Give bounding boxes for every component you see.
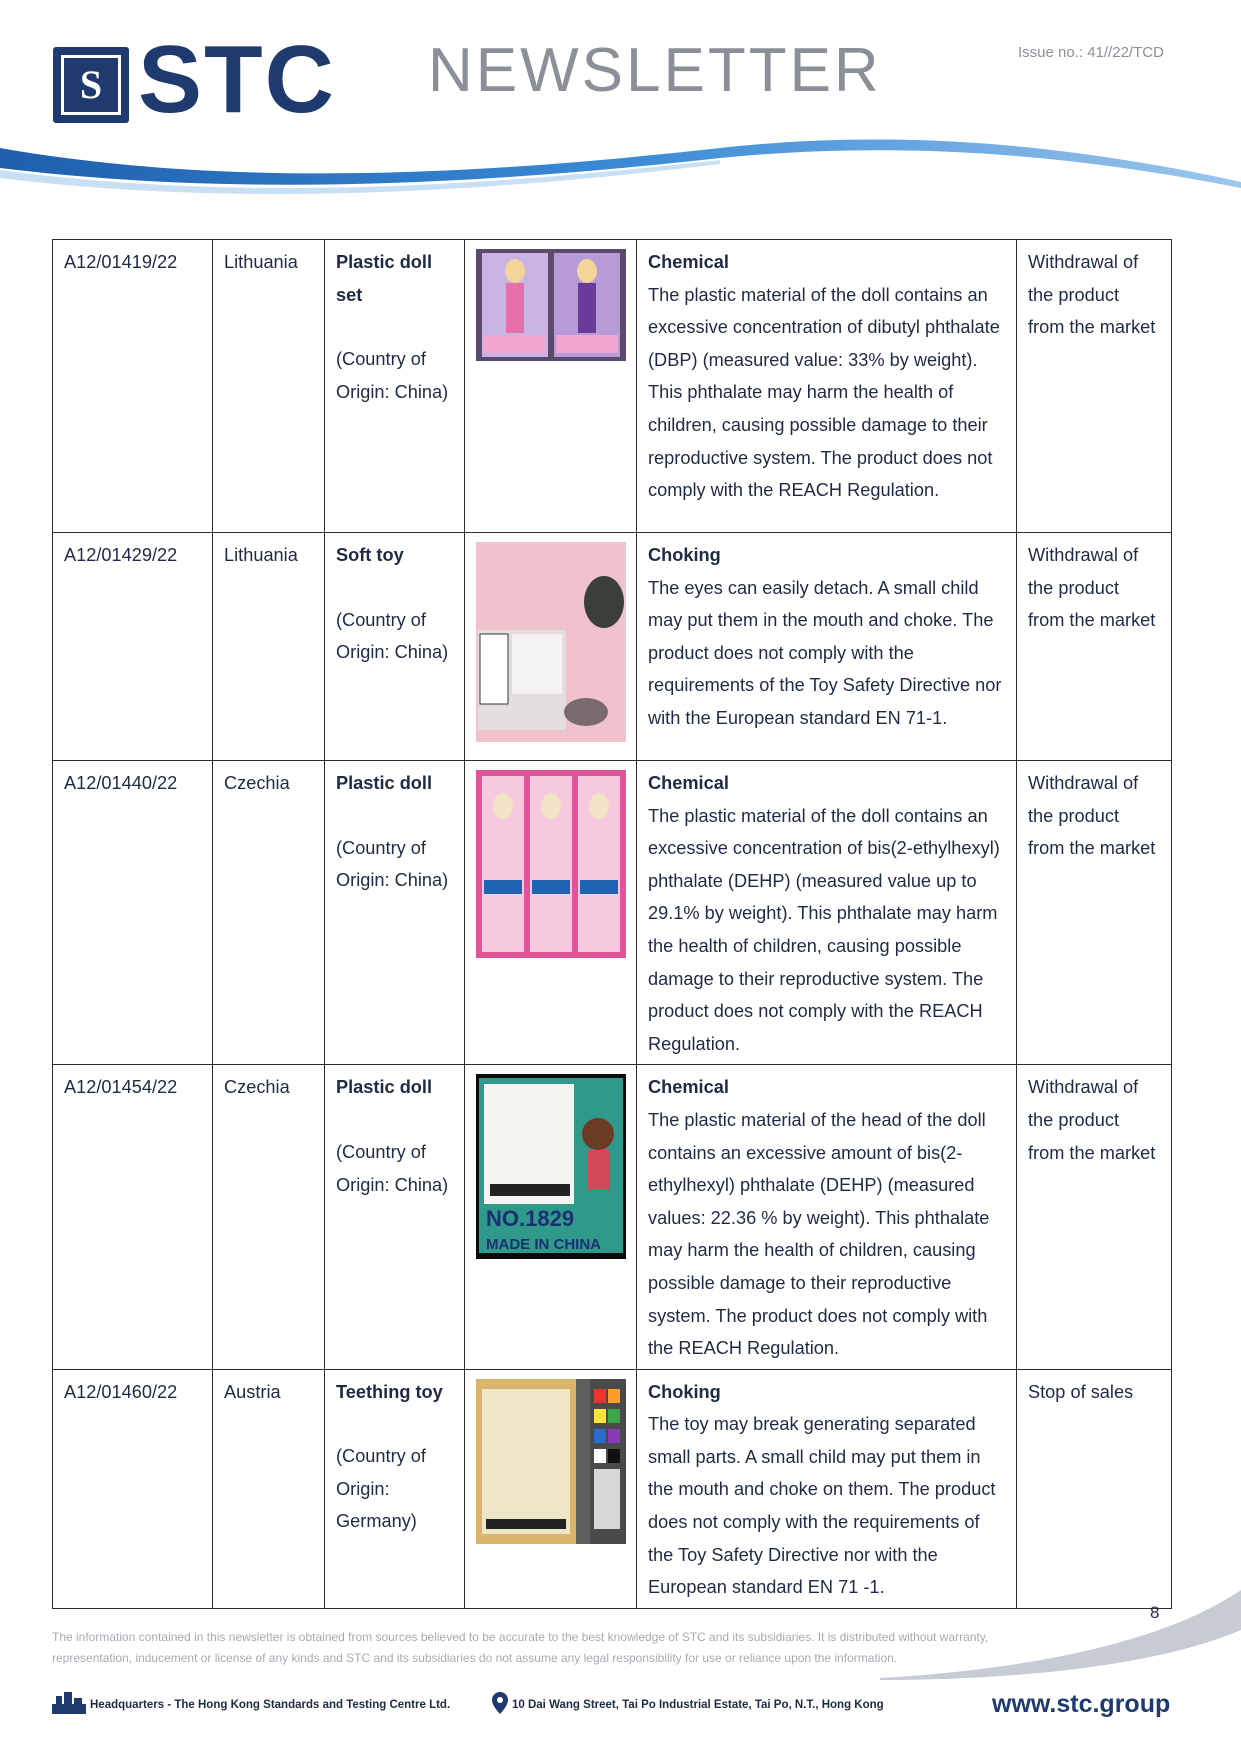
- measure-cell: Withdrawal of the product from the market: [1017, 761, 1172, 1065]
- recall-table: [52, 239, 1171, 1609]
- headquarters-text: Headquarters - The Hong Kong Standards and Testing Centre Ltd.: [90, 1699, 451, 1711]
- product-name: Plastic doll: [336, 773, 433, 793]
- table-row: [53, 761, 1172, 1065]
- measure-cell: Withdrawal of the product from the market: [1017, 533, 1172, 761]
- product-name: Teething toy: [336, 1381, 443, 1402]
- hazard-type: Choking: [648, 545, 721, 565]
- issue-number: Issue no.: 41//22/TCD: [1018, 44, 1164, 61]
- product-name: Plastic doll: [336, 1077, 433, 1098]
- image-cell: [465, 240, 637, 533]
- made-in-china-text: MADE IN CHINA: [486, 1236, 601, 1254]
- doll-set-photo: [476, 249, 626, 361]
- image-cell: [465, 1369, 637, 1608]
- image-cell: [465, 761, 637, 1065]
- hazard-description: The eyes can easily detach. A small child may put them in the mouth and choke. The product does not comply with the requirements of the Toy Safety Directive nor with the European standard EN 71-1.: [648, 577, 1002, 728]
- country-cell: Lithuania: [213, 240, 325, 533]
- reference-cell: A12/01440/22: [53, 761, 213, 1065]
- hazard-type: Chemical: [648, 252, 729, 272]
- stc-seal-icon: S: [61, 55, 121, 115]
- origin-text: (Country of Origin: China): [336, 1141, 449, 1195]
- country-cell: Austria: [213, 1369, 325, 1608]
- hazard-cell: [637, 1369, 1017, 1608]
- stc-logo-text: STC: [138, 26, 336, 133]
- page-number: 8: [1150, 1603, 1160, 1622]
- soft-toy-photo: [476, 542, 626, 742]
- hazard-description: The toy may break generating separated small parts. A small child may put them in the mouth and choke on them. The product does not comply with the requirements of the Toy Safety Directive nor with the European standard EN 71 -1.: [648, 1414, 996, 1598]
- location-pin-icon: [492, 1692, 508, 1714]
- table-row: [53, 1369, 1172, 1608]
- newsletter-title: NEWSLETTER: [428, 36, 882, 105]
- origin-text: (Country of Origin: China): [336, 349, 449, 402]
- hazard-type: Chemical: [648, 1077, 729, 1098]
- country-cell: Czechia: [213, 1065, 325, 1369]
- building-icon: [52, 1692, 86, 1714]
- product-name: Soft toy: [336, 545, 404, 565]
- product-cell: [325, 761, 465, 1065]
- measure-cell: Withdrawal of the product from the market: [1017, 240, 1172, 533]
- stc-logo-mark: [53, 47, 129, 123]
- origin-text: (Country of Origin: China): [336, 837, 449, 891]
- hazard-cell: [637, 761, 1017, 1065]
- reference-cell: A12/01460/22: [53, 1369, 213, 1608]
- country-cell: Lithuania: [213, 533, 325, 761]
- footer-bar: [52, 1690, 1182, 1720]
- measure-cell: Withdrawal of the product from the market: [1017, 1065, 1172, 1369]
- address-text: 10 Dai Wang Street, Tai Po Industrial Estate, Tai Po, N.T., Hong Kong: [512, 1699, 884, 1711]
- hazard-description: The plastic material of the doll contains an excessive concentration of dibutyl phthalate (DBP) (measured value: 33% by weight). This phthalate may harm the health of children, causing possible damage to their reproductive system. The product does not comply with the REACH Regulation.: [648, 284, 1000, 501]
- hazard-cell: [637, 1065, 1017, 1369]
- origin-text: (Country of Origin: China): [336, 609, 449, 663]
- country-cell: Czechia: [213, 761, 325, 1065]
- table-row: [53, 533, 1172, 761]
- hazard-type: Chemical: [648, 773, 729, 793]
- website-link[interactable]: www.stc.group: [992, 1690, 1171, 1718]
- teething-toy-photo: [476, 1379, 626, 1544]
- disclaimer-text: The information contained in this newsletter is obtained from sources believed to be accurate to the best knowledge of STC and its subsidiaries. It is distributed without warranty, representation, inducement or license of any kinds and STC and its subsidiaries do not assume any legal responsibility for use or reliance upon the information.: [52, 1630, 989, 1665]
- measure-cell: Stop of sales: [1017, 1369, 1172, 1608]
- table-row: [53, 1065, 1172, 1369]
- hazard-description: The plastic material of the doll contains an excessive concentration of bis(2-ethylhexyl) phthalate (DEHP) (measured value up to 29.1% by weight). This phthalate may harm the health of children, causing possible damage to their reproductive system. The product does not comply with the REACH Regulation.: [648, 805, 1000, 1054]
- label-number-text: NO.1829: [486, 1206, 575, 1232]
- reference-cell: A12/01454/22: [53, 1065, 213, 1369]
- image-cell: [465, 1065, 637, 1369]
- hazard-cell: [637, 240, 1017, 533]
- plastic-doll-photo: [476, 770, 626, 958]
- header-swoosh-decoration: [0, 130, 1241, 200]
- doll-label-photo: [476, 1074, 626, 1259]
- product-cell: [325, 533, 465, 761]
- hazard-cell: [637, 533, 1017, 761]
- table-row: [53, 240, 1172, 533]
- image-cell: [465, 533, 637, 761]
- product-cell: [325, 1369, 465, 1608]
- hazard-description: The plastic material of the head of the doll contains an excessive amount of bis(2-ethylhexyl) phthalate (DEHP) (measured values: 22.36 % by weight). This phthalate may harm the health of children, causing possible damage to their reproductive system. The product does not comply with the REACH Regulation.: [648, 1109, 990, 1359]
- reference-cell: A12/01429/22: [53, 533, 213, 761]
- product-cell: [325, 240, 465, 533]
- product-cell: [325, 1065, 465, 1369]
- origin-text: (Country of Origin: Germany): [336, 1446, 426, 1532]
- hazard-type: Choking: [648, 1381, 721, 1402]
- reference-cell: A12/01419/22: [53, 240, 213, 533]
- product-name: Plastic doll set: [336, 252, 433, 305]
